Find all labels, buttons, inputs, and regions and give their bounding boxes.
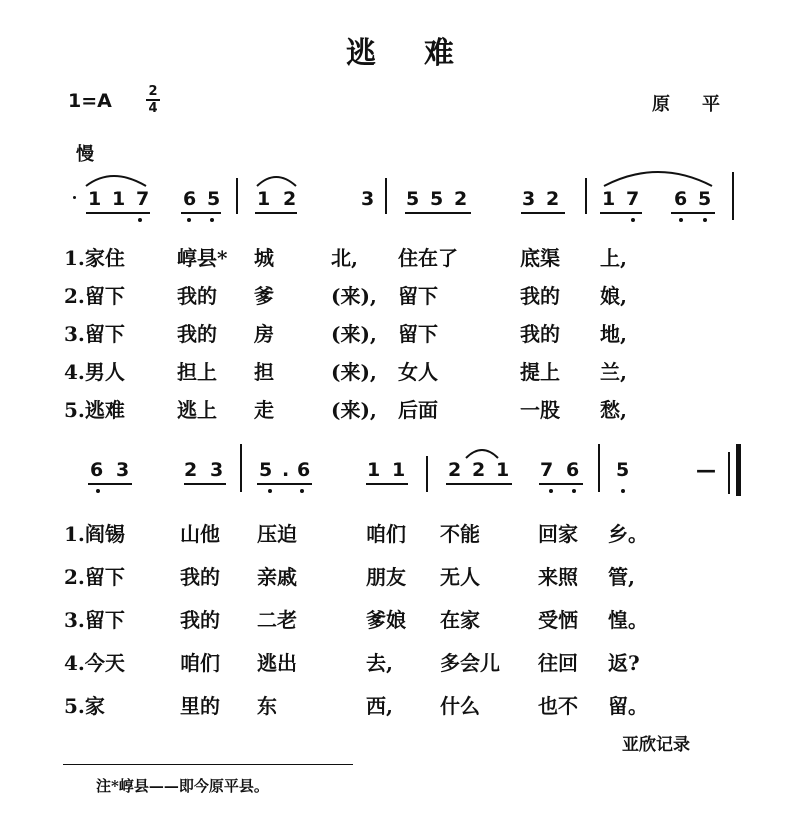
lyric-cell: 5.家 [64, 694, 105, 718]
note: 7 [540, 459, 554, 481]
lyric-cell: 2.留下 [64, 565, 125, 589]
lyric-cell: (来), [331, 398, 377, 422]
tempo-marking: 慢 [76, 144, 94, 165]
note: 1 [88, 188, 102, 210]
lyric-cell: 崞县* [177, 246, 228, 270]
lyric-cell: 不能 [440, 522, 480, 546]
lyric-cell: 我的 [520, 284, 560, 308]
footnote: 注*崞县——即今原平县。 [96, 777, 269, 795]
lyric-cell: 4.男人 [64, 360, 125, 384]
lyric-cell: 咱们 [366, 522, 406, 546]
lyric-cell: 3.留下 [64, 608, 125, 632]
lyric-cell: 1.阎锡 [64, 522, 125, 546]
note: 3 [522, 188, 536, 210]
note: 1 [257, 188, 271, 210]
note: 1 [367, 459, 381, 481]
lyric-cell: 后面 [398, 398, 438, 422]
note: 2 [546, 188, 560, 210]
time-signature-top: 2 [148, 84, 158, 99]
lyric-cell: 去, [366, 651, 393, 675]
transcriber-credit: 亚欣记录 [622, 735, 690, 755]
note: 6 [297, 459, 311, 481]
note: 5 [406, 188, 420, 210]
lyric-cell: 东 [257, 694, 277, 718]
note: 3 [210, 459, 224, 481]
lyric-cell: 4.今天 [64, 651, 125, 675]
slur [604, 172, 712, 186]
note: 1 [602, 188, 616, 210]
lyric-cell: 兰, [600, 360, 627, 384]
lyric-cell: 留。 [608, 694, 648, 718]
lyric-cell: 1.家住 [64, 246, 125, 270]
note: 5 [616, 459, 630, 481]
lyric-cell: 朋友 [366, 565, 406, 589]
lyric-cell: 逃出 [257, 651, 297, 675]
lyric-cell: 留下 [398, 322, 438, 346]
slur [466, 450, 498, 458]
note: 1 [496, 459, 510, 481]
lyric-cell: 娘, [600, 284, 627, 308]
footnote-rule [63, 764, 353, 765]
lyric-cell: 5.逃难 [64, 398, 125, 422]
note: 3 [116, 459, 130, 481]
lyric-cell: 提上 [520, 360, 560, 384]
lyric-cell: 多会儿 [440, 651, 500, 675]
lyric-cell: 里的 [180, 694, 220, 718]
note: 2 [448, 459, 462, 481]
note: 1 [112, 188, 126, 210]
lyric-cell: 愁, [600, 398, 627, 422]
lyric-cell: (来), [331, 284, 377, 308]
lyric-cell: 来照 [538, 565, 578, 589]
lyric-cell: 城 [254, 246, 274, 270]
note: 1 [392, 459, 406, 481]
lyric-cell: 在家 [440, 608, 480, 632]
lyric-cell: 二老 [257, 608, 297, 632]
lyric-cell: 上, [600, 246, 627, 270]
note: . [282, 459, 290, 481]
lyric-cell: 我的 [180, 565, 220, 589]
lyric-cell: (来), [331, 360, 377, 384]
lyric-cell: 返? [608, 651, 640, 675]
lyric-cell: 什么 [440, 694, 480, 718]
lyric-cell: 我的 [520, 322, 560, 346]
lyric-cell: 担 [254, 360, 274, 384]
note: 6 [90, 459, 104, 481]
lyric-cell: 逃上 [177, 398, 217, 422]
lyric-cell: 往回 [538, 651, 578, 675]
note: 6 [183, 188, 197, 210]
hold-dash: — [696, 458, 716, 482]
lyric-cell: 3.留下 [64, 322, 125, 346]
note: 2 [472, 459, 486, 481]
lyric-cell: 爹娘 [366, 608, 406, 632]
lyric-cell: 无人 [440, 565, 480, 589]
slur [257, 177, 296, 186]
note: 2 [283, 188, 297, 210]
lyric-cell: 走 [254, 398, 274, 422]
note: 5 [430, 188, 444, 210]
lyric-cell: 底渠 [520, 246, 560, 270]
lyric-cell: 也不 [538, 694, 578, 718]
lyric-cell: 爹 [254, 284, 274, 308]
note: 5 [207, 188, 221, 210]
note: 6 [566, 459, 580, 481]
lyric-cell: 地, [600, 322, 627, 346]
lyric-cell: 担上 [177, 360, 217, 384]
lyric-cell: 住在了 [398, 246, 458, 270]
lyric-cell: 乡。 [608, 522, 648, 546]
key-signature: 1=A [68, 90, 112, 112]
note: 6 [674, 188, 688, 210]
origin-label: 原平 [652, 94, 752, 115]
lyric-cell: 我的 [177, 284, 217, 308]
lyric-cell: 压迫 [257, 522, 297, 546]
lyric-cell: 留下 [398, 284, 438, 308]
lyric-cell: 房 [254, 322, 274, 346]
lyric-cell: 女人 [398, 360, 438, 384]
slur [86, 176, 146, 186]
note: 2 [454, 188, 468, 210]
note: 2 [184, 459, 198, 481]
lyric-cell: 2.留下 [64, 284, 125, 308]
lyric-cell: 回家 [538, 522, 578, 546]
note: 5 [259, 459, 273, 481]
lyric-cell: 管, [608, 565, 635, 589]
lyric-cell: 惶。 [608, 608, 648, 632]
lyric-cell: 亲戚 [257, 565, 297, 589]
lyric-cell: 山他 [180, 522, 220, 546]
song-title: 逃难 [346, 36, 502, 71]
note: 7 [136, 188, 150, 210]
note: 5 [698, 188, 712, 210]
lyric-cell: (来), [331, 322, 377, 346]
lyric-cell: 受恓 [538, 608, 578, 632]
lyric-cell: 咱们 [180, 651, 220, 675]
lyric-cell: 我的 [180, 608, 220, 632]
lyric-cell: 一股 [520, 398, 560, 422]
time-signature-bottom: 4 [146, 99, 160, 116]
note: 3 [361, 188, 375, 210]
lyric-cell: 北, [331, 246, 358, 270]
note: 7 [626, 188, 640, 210]
lyric-cell: 西, [366, 694, 393, 718]
lyric-cell: 我的 [177, 322, 217, 346]
